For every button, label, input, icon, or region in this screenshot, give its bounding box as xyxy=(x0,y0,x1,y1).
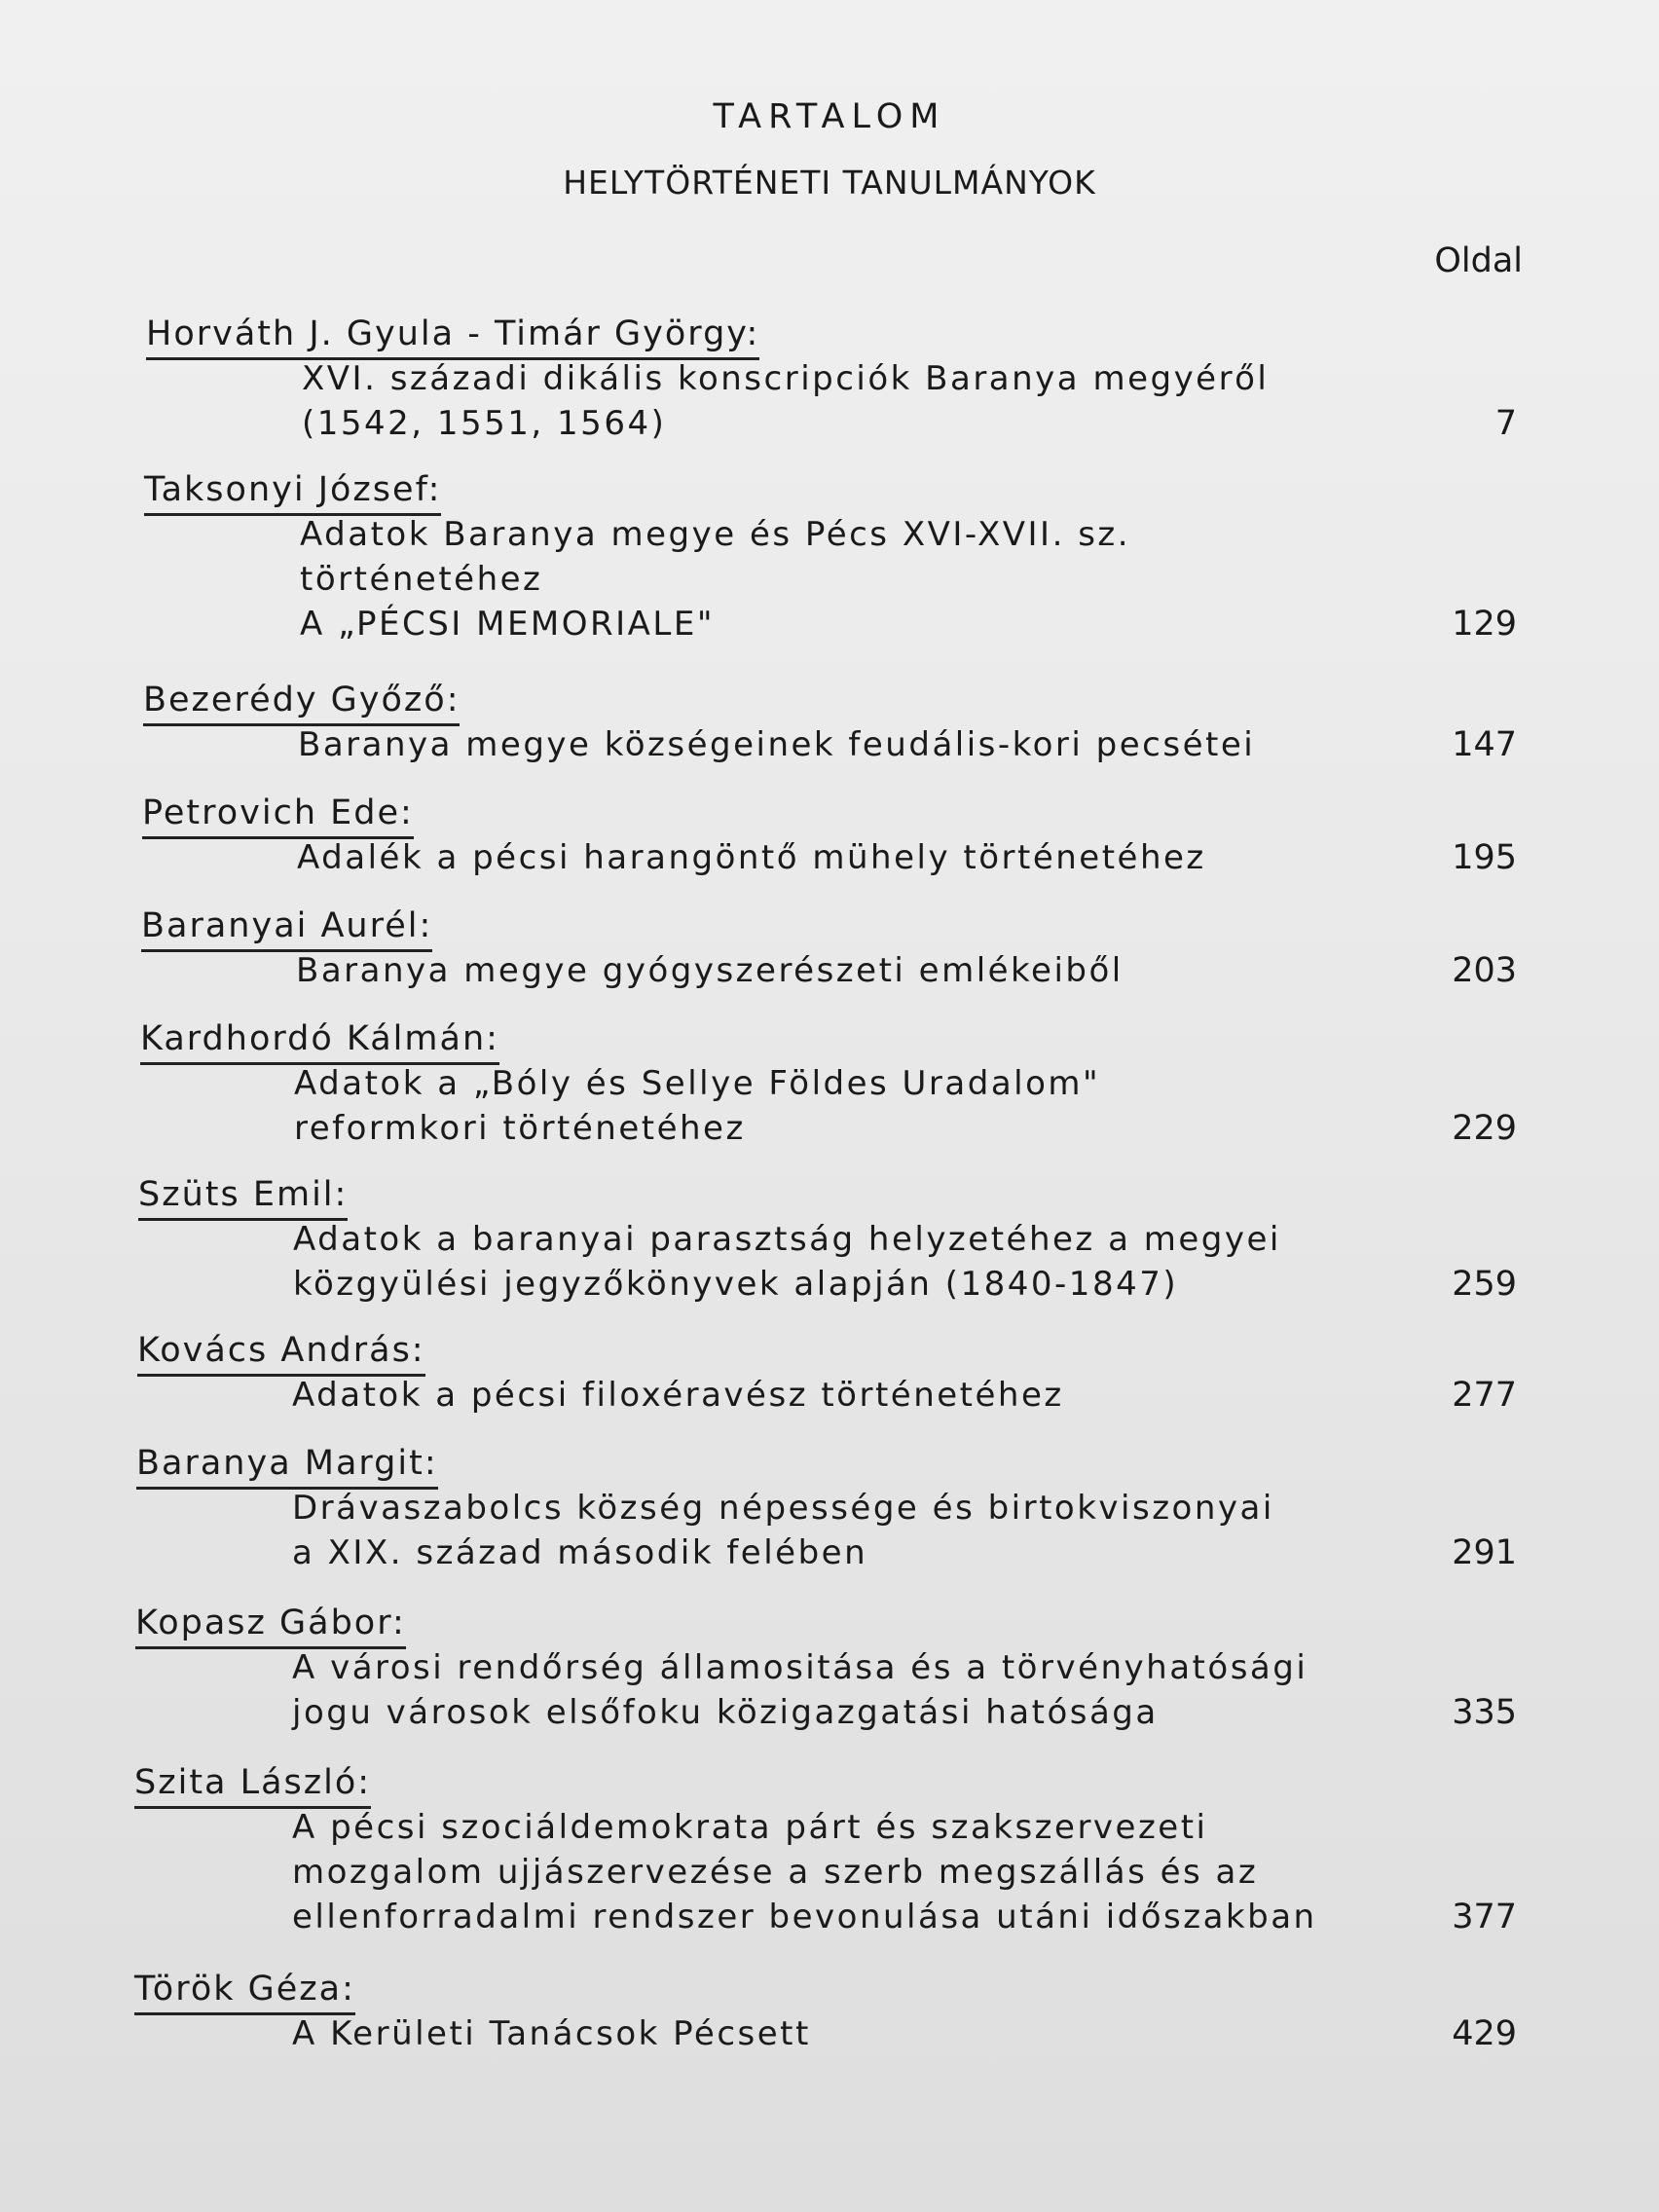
toc-title xyxy=(297,835,1206,880)
toc-author: Kardhordó Kálmán: xyxy=(140,1018,499,1065)
toc-title-line: ellenforradalmi rendszer bevonulása utáni időszakban xyxy=(292,1898,1317,1936)
toc-title xyxy=(292,1805,1317,1939)
toc-title-line: XVI. századi dikális konscripciók Baranya megyéről xyxy=(302,359,1270,398)
toc-author: Szita László: xyxy=(134,1762,371,1809)
toc-title-line: Baranya megye községeinek feudális-kori pecsétei xyxy=(298,725,1256,764)
toc-title-line: (1542, 1551, 1564) xyxy=(302,404,667,443)
page-column-header: Oldal xyxy=(1434,241,1523,280)
toc-page-number: 203 xyxy=(1452,951,1517,990)
section-subtitle: HELYTÖRTÉNETI TANULMÁNYOK xyxy=(563,164,1096,202)
toc-page-number: 7 xyxy=(1494,404,1517,443)
toc-author: Horváth J. Gyula - Timár György: xyxy=(146,313,759,360)
toc-page-number: 129 xyxy=(1452,605,1517,644)
toc-title xyxy=(292,1373,1064,1418)
toc-author: Taksonyi József: xyxy=(144,469,441,516)
toc-title-line: Drávaszabolcs község népessége és birtokviszonyai xyxy=(292,1489,1274,1528)
toc-title-line: Adatok a „Bóly és Sellye Földes Uradalom" xyxy=(294,1064,1101,1103)
toc-page-number: 291 xyxy=(1452,1533,1517,1572)
toc-page-number: 377 xyxy=(1452,1898,1517,1936)
toc-title xyxy=(298,722,1255,767)
toc-title-line: Adatok Baranya megye és Pécs XVI-XVII. sz. xyxy=(300,515,1131,554)
toc-page-number: 277 xyxy=(1452,1376,1517,1415)
toc-title-line: reformkori történetéhez xyxy=(294,1109,746,1148)
toc-page-number: 147 xyxy=(1452,725,1517,764)
toc-title-line: A Kerületi Tanácsok Pécsett xyxy=(292,2014,811,2053)
toc-title xyxy=(296,948,1124,993)
toc-page-number: 259 xyxy=(1452,1265,1517,1304)
toc-title-line: mozgalom ujjászervezése a szerb megszállás és az xyxy=(292,1853,1259,1892)
toc-title-line: A „PÉCSI MEMORIALE" xyxy=(300,605,715,644)
toc-author: Baranya Margit: xyxy=(136,1443,438,1490)
toc-author: Baranyai Aurél: xyxy=(141,905,432,952)
toc-title xyxy=(294,1061,1100,1151)
toc-title-line: Adatok a baranyai parasztság helyzetéhez a megyei xyxy=(293,1220,1281,1259)
toc-page-number: 195 xyxy=(1452,838,1517,877)
toc-page-number: 429 xyxy=(1452,2014,1517,2053)
toc-title xyxy=(302,356,1269,446)
toc-page-number: 229 xyxy=(1452,1109,1517,1148)
toc-title-line: Adatok a pécsi filoxéravész történetéhez xyxy=(292,1376,1064,1415)
toc-title-line: közgyülési jegyzőkönyvek alapján (1840-1847) xyxy=(293,1265,1179,1304)
toc-author: Kovács András: xyxy=(137,1330,425,1377)
toc-author: Petrovich Ede: xyxy=(142,793,414,839)
toc-title xyxy=(293,1217,1281,1307)
toc-title-line: jogu városok elsőfoku közigazgatási hatósága xyxy=(292,1693,1159,1732)
toc-author: Szüts Emil: xyxy=(138,1174,348,1221)
toc-title-line: A városi rendőrség államositása és a törvényhatósági xyxy=(292,1648,1309,1687)
toc-title xyxy=(300,512,1130,646)
page-title: TARTALOM xyxy=(713,97,946,136)
toc-title xyxy=(292,1645,1308,1735)
toc-author: Török Géza: xyxy=(134,1969,355,2015)
toc-title-line: történetéhez xyxy=(300,560,543,599)
toc-title-line: a XIX. század második felében xyxy=(292,1533,868,1572)
toc-author: Bezerédy Győző: xyxy=(143,680,460,726)
toc-title-line: A pécsi szociáldemokrata párt és szakszervezeti xyxy=(292,1808,1208,1847)
toc-title-line: Adalék a pécsi harangöntő mühely történetéhez xyxy=(297,838,1206,877)
toc-title xyxy=(292,1486,1274,1575)
toc-author: Kopasz Gábor: xyxy=(135,1603,406,1649)
toc-title-line: Baranya megye gyógyszerészeti emlékeiből xyxy=(296,951,1124,990)
toc-page-number: 335 xyxy=(1452,1693,1517,1732)
toc-title xyxy=(292,2011,811,2056)
